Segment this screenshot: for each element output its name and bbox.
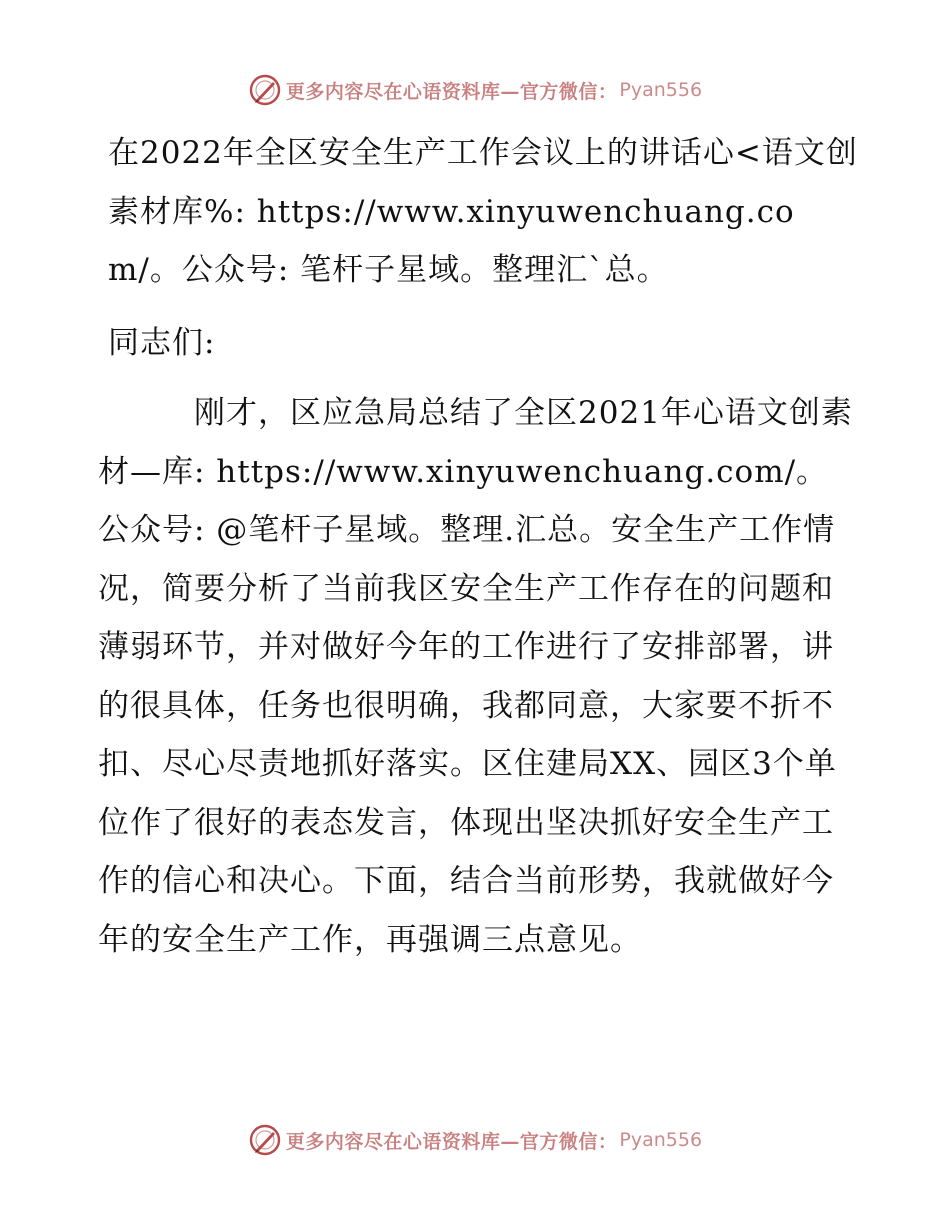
document-title: 在2022年全区安全生产工作会议上的讲话心<语文创素材库%: https://www.xinyuwenchuang.com/。公众号: 笔杆子星域。整理汇`总。 [108, 135, 858, 288]
document-body [98, 124, 858, 969]
watermark-wechat-id: Pyan556 [619, 79, 703, 101]
pen-circle-logo-icon [248, 73, 282, 107]
watermark-text: 更多内容尽在心语资料库—官方微信： [285, 1130, 618, 1153]
header-watermark-banner [0, 70, 950, 110]
watermark-text: 更多内容尽在心语资料库—官方微信： [285, 80, 618, 103]
footer-watermark-banner [0, 1120, 950, 1160]
pen-circle-logo-icon [248, 1123, 282, 1157]
greeting: 同志们: [108, 324, 216, 361]
watermark-wechat-id: Pyan556 [619, 1129, 703, 1151]
body-paragraph: 刚才，区应急局总结了全区2021年心语文创素材—库: https://www.xinyuwenchuang.com/。公众号: @笔杆子星域。整理.汇总。安全生产工作情况，简要分析了当前我区安全生产工作存在的问题和薄弱环节，并对做好今年的工作进行了安排部署，讲的很具体，任务也很明确，我都同意，大家要不折不扣、尽心尽责地抓好落实。区住建局XX、园区3个单位作了很好的表态发言，体现出坚决抓好安全生产工作的信心和决心。下面，结合当前形势，我就做好今年的安全生产工作，再强调三点意见。 [98, 395, 853, 958]
